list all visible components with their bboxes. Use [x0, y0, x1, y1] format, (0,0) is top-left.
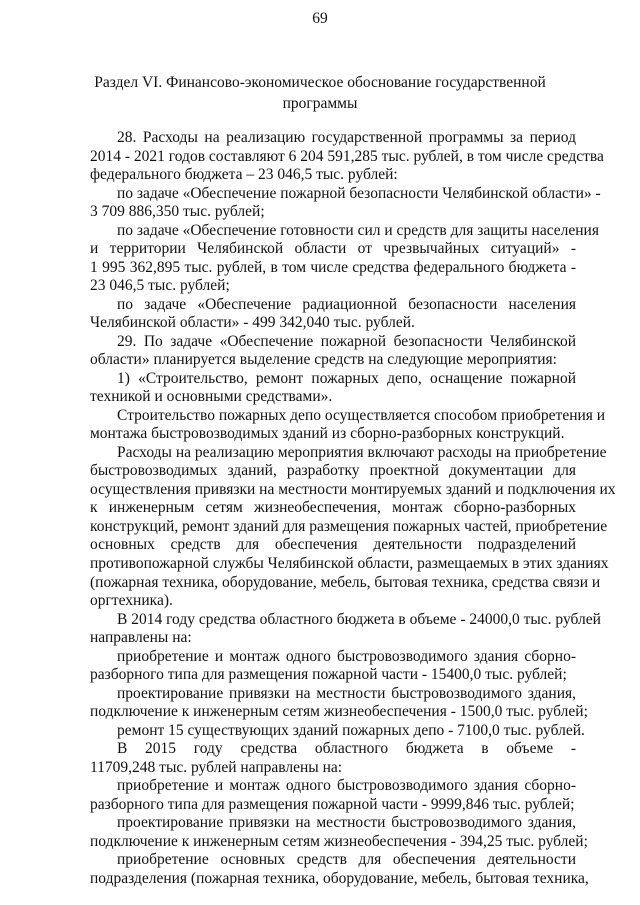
text-line: В 2015 году средства областного бюджета в объеме -	[117, 740, 576, 758]
text-line: разборного типа для размещения пожарной части - 9999,846 тыс. рублей;	[90, 795, 575, 813]
page-number: 69	[312, 10, 328, 27]
text-line: приобретение и монтаж одного быстровозводимого здания сборно-	[117, 777, 576, 795]
text-line: подключение к инженерным сетям жизнеобеспечения - 1500,0 тыс. рублей;	[90, 703, 588, 721]
text-line: федерального бюджета – 23 046,5 тыс. рублей:	[90, 166, 398, 183]
text-line: к инженерным сетям жизнеобеспечения, монтаж сборно-разборных	[90, 499, 576, 517]
text-line: быстровозводимых зданий, разработку проектной документации для	[90, 462, 576, 480]
text-line: осуществления привязки на местности монтируемых зданий и подключения их	[90, 480, 616, 498]
text-line: 29. По задаче «Обеспечение пожарной безопасности Челябинской	[117, 332, 576, 350]
text-line: монтажа быстровозводимых зданий из сборно-разборных конструкций.	[90, 425, 565, 443]
text-line: подключение к инженерным сетям жизнеобеспечения - 394,25 тыс. рублей;	[90, 832, 588, 850]
text-line: приобретение основных средств для обеспечения деятельности	[117, 851, 576, 869]
text-line: 28. Расходы на реализацию государственной программы за период	[117, 129, 576, 146]
text-line: проектирование привязки на местности быстровозводимого здания,	[117, 684, 576, 702]
text-line: Расходы на реализацию мероприятия включают расходы на приобретение	[117, 443, 607, 461]
text-line: противопожарной службы Челябинской области, размещаемых в этих зданиях	[90, 555, 609, 572]
text-line: конструкций, ремонт зданий для размещения пожарных частей, приобретение	[90, 517, 608, 535]
title-line: Раздел VI. Финансово-экономическое обоснование государственной	[94, 74, 546, 91]
text-line: области» планируется выделение средств на следующие мероприятия:	[90, 351, 557, 369]
text-line: приобретение и монтаж одного быстровозводимого здания сборно-	[117, 647, 576, 665]
text-line: и территории Челябинской области от чрезвычайных ситуаций» -	[90, 240, 576, 258]
text-line: техникой и основными средствами».	[90, 388, 333, 406]
text-line: Челябинской области» - 499 342,040 тыс. рублей.	[90, 314, 415, 332]
text-line: основных средств для обеспечения деятельности подразделений	[90, 536, 576, 554]
text-line: 11709,248 тыс. рублей направлены на:	[90, 758, 343, 776]
text-line: по задаче «Обеспечение готовности сил и средств для защиты населения	[117, 221, 599, 239]
text-line: 1) «Строительство, ремонт пожарных депо, оснащение пожарной	[117, 369, 576, 387]
text-line: 1 995 362,895 тыс. рублей, в том числе средства федерального бюджета -	[90, 258, 576, 276]
text-line: по задаче «Обеспечение пожарной безопасности Челябинской области» -	[117, 184, 601, 202]
text-line: 23 046,5 тыс. рублей;	[90, 277, 230, 295]
title-line: программы	[282, 94, 358, 112]
text-line: (пожарная техника, оборудование, мебель, бытовая техника, средства связи и	[90, 573, 601, 591]
text-line: по задаче «Обеспечение радиационной безопасности населения	[117, 295, 576, 313]
text-line: направлены на:	[90, 629, 192, 646]
text-line: 2014 - 2021 годов составляют 6 204 591,285 тыс. рублей, в том числе средства	[90, 147, 604, 165]
text-line: оргтехника).	[90, 592, 173, 609]
text-line: подразделения (пожарная техника, оборудование, мебель, бытовая техника,	[90, 869, 589, 887]
text-line: проектирование привязки на местности быстровозводимого здания,	[117, 814, 576, 832]
text-line: ремонт 15 существующих зданий пожарных депо - 7100,0 тыс. рублей.	[117, 721, 585, 739]
text-line: разборного типа для размещения пожарной части - 15400,0 тыс. рублей;	[90, 666, 567, 684]
text-line: 3 709 886,350 тыс. рублей;	[90, 203, 265, 221]
text-line: В 2014 году средства областного бюджета в объеме - 24000,0 тыс. рублей	[117, 610, 601, 628]
text-line: Строительство пожарных депо осуществляется способом приобретения и	[117, 406, 606, 424]
